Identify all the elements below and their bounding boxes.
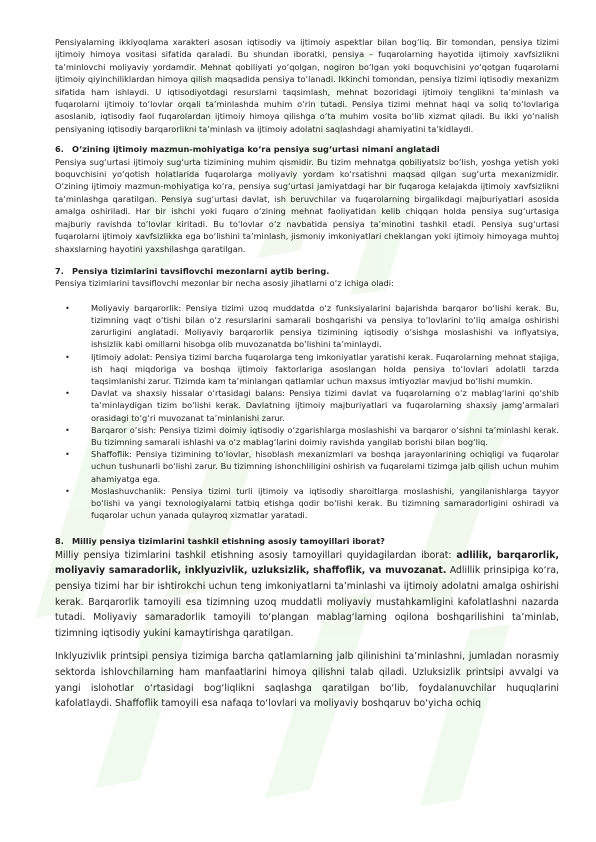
section-7-intro: Pensiya tizimlarini tavsiflovchi mezonlar bir necha asosiy jihatlarni o‘z ichiga oladi: (55, 278, 394, 289)
list-item (55, 351, 559, 388)
list-item-text: Ijtimoiy adolat: Pensiya tizimi barcha fuqarolarga teng imkoniyatlar yaratishi kerak. Fuqarolarning mehnat stajiga, ish haqi miqdoriga va boshqa ijtimoiy faktorlariga asoslangan holda pensiya to‘lovlari adolatli tarzda taqsimlanishi zarur. Tizimda kam ta’minlangan qatlamlar uchun maxsus imtiyozlar mavjud bo‘lishi mumkin. (91, 351, 559, 386)
bullet-icon: • (65, 351, 70, 362)
section-7-title: Pensiya tizimlarini tavsiflovchi mezonlarni aytib bering. (72, 265, 330, 276)
list-item-text: Moslashuvchanlik: Pensiya tizimi turli ijtimoiy va iqtisodiy sharoitlarga moslashishi, yangilanishlarga tayyor bo‘lishi va yangi texnologiyalarni tatbiq etishga qodir bo‘lishi kerak. Bu tizimning samaradorligini oshiradi va fuqarolar uchun yanada qulayroq xizmatlar yaratadi. (91, 485, 559, 521)
section-8-paragraph-2: Inklyuzivlik printsipi pensiya tizimiga barcha qatlamlarning jalb qilinishini ta’minlashni, jumladan norasmiy sektorda ishlovchilarning ham manfaatlarini himoya qilishni talab qiladi. Uzluksizlik printsipi avvalgi va yangi islohotlar o‘rtasidagi bog‘liqlikni saqlashga qaratilgan bo‘lib, foydalanuvchilar huquqlarini kafolatlaydi. Shaffoflik tamoyili esa nafaqa to‘lovlari va moliyaviy boshqaruv bo‘yicha ochiq (55, 651, 559, 710)
list-item (55, 448, 559, 485)
list-item-text: Barqaror o‘sish: Pensiya tizimi doimiy iqtisodiy o‘zgarishlarga moslashishi va barqaror o‘sishni ta’minlashi kerak. Bu tizimning samarali ishlashi va o‘z mablag‘larini doimiy ravishda yangilab borishi bilan bog‘liq. (91, 424, 559, 447)
list-item (55, 387, 559, 424)
section-8-title: Milliy pensiya tizimlarini tashkil etishning asosiy tamoyillari iborat? (72, 536, 385, 547)
criteria-list (55, 302, 559, 522)
section-6-number: 6. (55, 144, 64, 155)
bullet-icon: • (65, 485, 70, 496)
section-6-title: O‘zining ijtimoiy mazmun-mohiyatiga ko‘ra pensiya sug‘urtasi nimani anglatadi (72, 144, 440, 155)
bullet-icon: • (65, 388, 70, 399)
bullet-icon: • (65, 424, 70, 435)
list-item (55, 485, 559, 522)
document-body (55, 36, 559, 712)
section-8-number: 8. (55, 536, 64, 547)
section-8-principles: adlilik, barqarorlik, moliyaviy samaradorlik, inklyuzivlik, uzluksizlik, shaffoflik, va muvozanat. (55, 549, 559, 577)
section-7-number: 7. (55, 265, 64, 276)
list-item-text: Shaffoflik: Pensiya tizimining to‘lovlar, hisoblash mexanizmlari va boshqa jarayonlarining ochiqligi va fuqarolar uchun tushunarli bo‘lishi zarur. Bu tizimning ishonchliligini oshirish va fuqarolarni tizimga jalb qilish uchun muhim ahamiyatga ega. (91, 449, 559, 484)
section-8-paragraph-1 (55, 548, 559, 642)
list-item-text: Davlat va shaxsiy hissalar o‘rtasidagi balans: Pensiya tizimi davlat va fuqarolarning o‘z mablag‘larini qo‘shib ta’minlaydigan tizim bo‘lishi kerak. Davlatning ijtimoiy majburiyatlari va fuqarolarning shaxsiy jamg‘armalari orasidagi to‘g‘ri muvozanat ta’minlanishi zarur. (91, 388, 559, 423)
section-6-paragraph: Pensiya sug‘urtasi ijtimoiy sug‘urta tizimining muhim qismidir. Bu tizim mehnatga qobiliyatsiz bo‘lish, yoshga yetish yoki boquvchisini yo‘qotish holatlarida fuqarolarga moliyaviy yordam ko‘rsatishni maqsad qilgan sug‘urta mexanizmidir. O‘zining ijtimoiy mazmun-mohiyatiga ko‘ra, pensiya sug‘urtasi jamiyatdagi har bir fuqaroga kelajakda ijtimoiy xavfsizlikni ta’minlashga qaratilgan. Pensiya sug‘urtasi davlat, ish beruvchilar va fuqarolarning birgalikdagi majburiyatlari asosida amalga oshiriladi. Har bir ishchi yoki fuqaro o‘zining mehnat faoliyatidan kelib chiqqan holda pensiya sug‘urtasiga majburiy ravishda to‘lovlar kiritadi. Bu to‘lovlar o‘z navbatida pensiya ta’minotini tashkil etadi. Pensiya sug‘urtasi fuqarolarni ijtimoiy xavfsizlikka ega bo‘lishini ta’minlash, jismoniy imkoniyatlari cheklangan yoki ijtimoiy himoyaga muhtoj shaxslarning hayotini yaxshilashga qaratilgan. (55, 156, 559, 254)
list-item (55, 424, 559, 448)
intro-paragraph: Pensiyalarning ikkiyoqlama xarakteri asosan iqtisodiy va ijtimoiy aspektlar bilan bog‘liq. Bir tomondan, pensiya tizimi ijtimoiy himoya vositasi sifatida qaraladi. Bu shundan iboratki, pensiya – fuqarolarning hayotida ijtimoiy xavfsizlikni ta’minlovchi moliyaviy yordamdir. Mehnat qobiliyati yo‘qolgan, nogiron bo‘lgan yoki boquvchisini yo‘qotgan fuqarolarni ijtimoiy qiyinchiliklardan himoya qilish maqsadida pensiya to‘lanadi. Ikkinchi tomondan, pensiya tizimi iqtisodiy mexanizm sifatida ham ishlaydi. U iqtisodiyotdagi resurslarni taqsimlash, mehnat bozoridagi ijtimoiy tenglikni ta’minlash va fuqarolarni ijtimoiy to‘lovlar orqali ta’minlashda muhim o‘rin tutadi. Pensiya tizimi mehnat haqi va soliq to‘lovlariga asoslanib, iqtisodiy faol fuqarolardan ijtimoiy himoya qilishga o‘ta muhim vosita bo‘lib xizmat qiladi. Bu ikki yo‘nalish pensiyaning iqtisodiy barqarorlikni ta’minlash va ijtimoiy adolatni saqlashdagi ahamiyatini ta’kidlaydi. (55, 37, 559, 134)
section-8-lead: Milliy pensiya tizimlarini tashkil etishning asosiy tamoyillari quyidagilardan iborat: (55, 549, 457, 561)
section-7-heading (55, 265, 559, 277)
bullet-icon: • (65, 302, 70, 313)
section-6-heading (55, 143, 559, 155)
list-item-text: Moliyaviy barqarorlik: Pensiya tizimi uzoq muddatda o‘z funksiyalarini bajarishda barqaror bo‘lishi kerak. Bu, tizimning vaqt o‘tishi bilan o‘z resurslarini samarali boshqarishi va pensiya to‘lovlarini to‘liq amalga oshirishi zarurligini anglatadi. Moliyaviy barqarorlik pensiya tizimining iqtisodiy o‘sishga moslashishi va inflyatsiya, ishsizlik kabi omillarni hisobga olib muvozanatda bo‘lishini ta’minlaydi. (91, 302, 559, 350)
section-8-rest: Adlillik prinsipiga ko‘ra, pensiya tizimi har bir ishtirokchi uchun teng imkoniyatlarni ta’minlashi va ijtimoiy adolatni amalga oshirishi kerak. Barqarorlik tamoyili esa tizimning uzoq muddatli moliyaviy mustahkamligini kafolatlashni nazarda tutadi. Moliyaviy samaradorlik tamoyili to‘plangan mablag‘larning oqilona boshqarilishini ta’minlab, tizimning iqtisodiy yukini kamaytirishga qaratilgan. (55, 565, 559, 639)
bullet-icon: • (65, 449, 70, 460)
section-8-heading (55, 535, 559, 547)
list-item (55, 302, 559, 351)
